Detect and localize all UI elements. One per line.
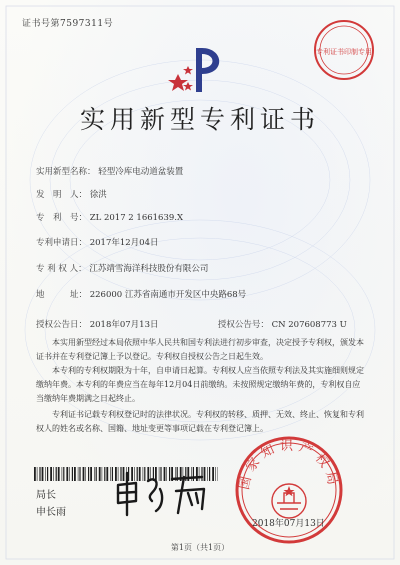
- paragraph-legal-status: 专利证书记载专利权登记时的法律状况。专利权的转移、质押、无效、终止、恢复和专利权人的姓名或名称、国籍、地址变更等事项记载在专利登记簿上。: [36, 410, 364, 433]
- grant-date-value: 2018年07月13日: [89, 320, 159, 330]
- handwritten-signature: [112, 467, 212, 519]
- field-label: 地 址：: [36, 290, 88, 300]
- field-value: 江苏靖雪海洋科技股份有限公司: [89, 264, 209, 274]
- page-footer: 第1页（共1页）: [170, 543, 230, 552]
- grant-info: [36, 318, 347, 330]
- field-value: ZL 2017 2 1661639.X: [89, 213, 184, 223]
- field-label: 实用新型名称：: [36, 167, 96, 177]
- field-inventor: [36, 188, 107, 200]
- svg-text:国家知识产权局: [237, 439, 340, 491]
- seal-text: 国家知识产权局: [237, 439, 341, 492]
- printing-stamp-text: 专利证书印制专用: [316, 48, 372, 56]
- field-value: 徐洪: [89, 190, 107, 200]
- grant-number-label: 授权公告号：: [217, 320, 269, 330]
- field-patentee: [36, 262, 208, 274]
- certificate-number: 证书号第7597311号: [22, 19, 114, 29]
- paragraph-grant-statement: 本实用新型经过本局依照中华人民共和国专利法进行初步审查，决定授予专利权，颁发本证书并在专利登记簿上予以登记。专利权自授权公告之日起生效。: [36, 338, 364, 361]
- certificate-title: 实用新型专利证书: [79, 105, 320, 134]
- field-value: 轻型冷库电动道盆装置: [98, 167, 184, 177]
- patent-office-logo: [168, 44, 232, 96]
- field-patent-number: [36, 211, 183, 223]
- printing-stamp: [312, 18, 376, 82]
- signature-name: 申长雨: [36, 507, 66, 518]
- field-application-date: [36, 236, 158, 248]
- national-emblem: [272, 484, 306, 518]
- field-address: [36, 288, 246, 300]
- field-utility-model-name: [36, 165, 183, 177]
- grant-date-label: 授权公告日：: [36, 320, 88, 330]
- paragraph-term-and-fees: 本专利的专利权期限为十年，自申请日起算。专利权人应当依照专利法及其实施细则规定缴纳年费。本专利的年费应当在每年12月04日前缴纳。未按照规定缴纳年费的，专利权自应当缴纳年费期满之日起终止。: [36, 366, 364, 403]
- field-label: 专 利 号：: [36, 213, 88, 223]
- official-seal: [232, 433, 346, 547]
- signature-role: 局长: [36, 490, 56, 501]
- seal-date: 2018年07月13日: [252, 519, 325, 529]
- grant-number-value: CN 207608773 U: [271, 320, 347, 330]
- field-label: 发 明 人：: [36, 190, 88, 200]
- field-label: 专利申请日：: [36, 238, 88, 248]
- field-value: 2017年12月04日: [89, 238, 159, 248]
- field-label: 专 利 权 人：: [36, 264, 87, 274]
- field-value: 226000 江苏省南通市开发区中央路68号: [89, 290, 247, 300]
